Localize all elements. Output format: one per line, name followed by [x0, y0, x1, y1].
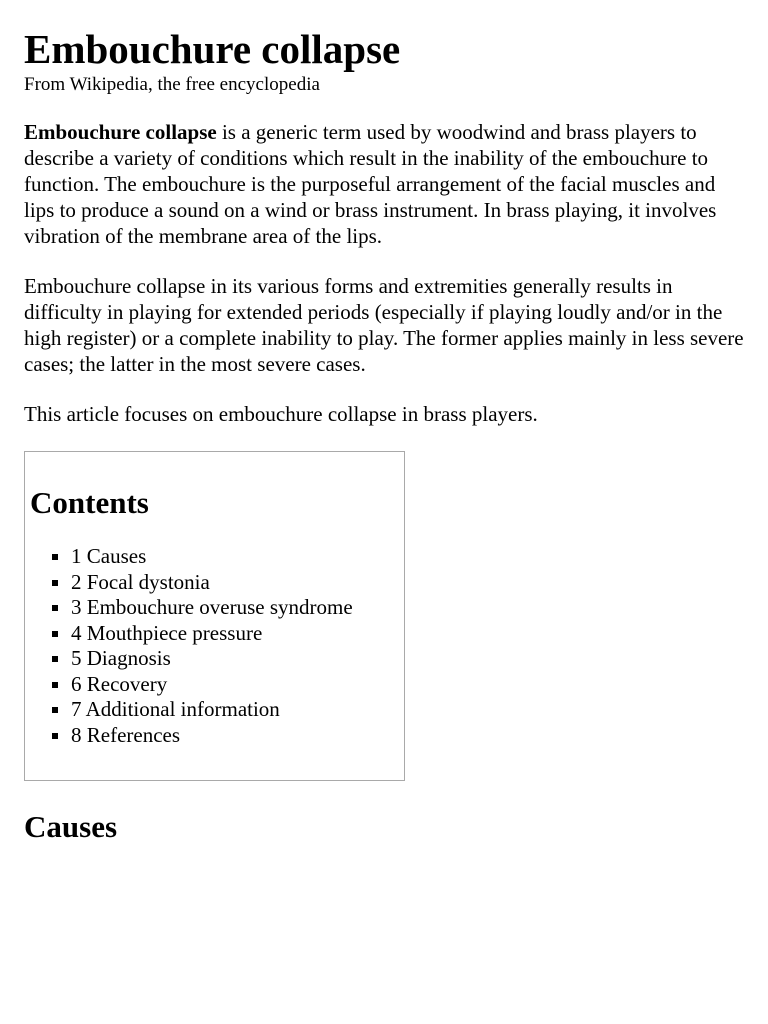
toc-list — [30, 544, 399, 748]
intro-text: is a generic term used by woodwind and brass players to describe a variety of conditions which result in the inability of the embouchure to function. The embouchure is the purposeful arrangement of the facial muscles and lips to produce a sound on a wind or brass instrument. In brass playing, it involves vibration of the membrane area of the lips. — [24, 120, 717, 248]
table-of-contents — [24, 451, 405, 781]
toc-item-embouchure-overuse-syndrome[interactable]: ▪ 3 Embouchure overuse syndrome — [71, 595, 399, 621]
page-subtitle: From Wikipedia, the free encyclopedia — [24, 74, 320, 95]
intro-paragraph — [24, 119, 744, 249]
toc-item-causes[interactable]: ▪ 1 Causes — [71, 544, 399, 570]
toc-item-recovery[interactable]: ▪ 6 Recovery — [71, 672, 399, 698]
page-title: Embouchure collapse — [24, 26, 401, 72]
intro-bold-term: Embouchure collapse — [24, 120, 217, 144]
section-heading-causes: Causes — [24, 809, 118, 844]
toc-item-diagnosis[interactable]: ▪ 5 Diagnosis — [71, 646, 399, 672]
paragraph-3: This article focuses on embouchure collapse in brass players. — [24, 402, 538, 426]
paragraph-2: Embouchure collapse in its various forms and extremities generally results in difficulty in playing for extended periods (especially if playing loudly and/or in the high register) or a complete inability to play. The former applies mainly in less severe cases; the latter in the most severe cases. — [24, 274, 744, 376]
toc-heading: Contents — [30, 485, 149, 520]
toc-item-additional-information[interactable]: ▪ 7 Additional information — [71, 697, 399, 723]
toc-item-mouthpiece-pressure[interactable]: ▪ 4 Mouthpiece pressure — [71, 621, 399, 647]
toc-item-focal-dystonia[interactable]: ▪ 2 Focal dystonia — [71, 570, 399, 596]
toc-item-references[interactable]: ▪ 8 References — [71, 723, 399, 749]
